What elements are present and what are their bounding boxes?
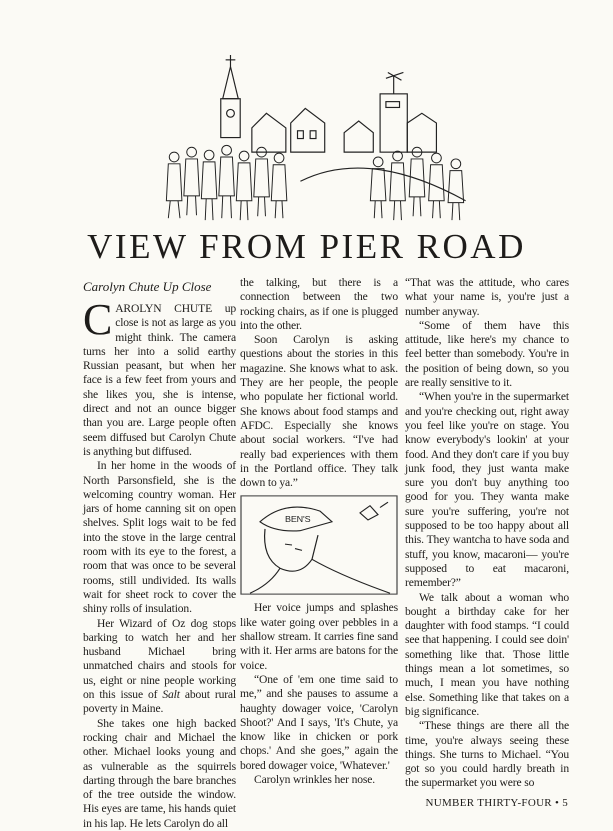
paragraph: “Some of them have this attitude, like here's my chance to feel better than somebody. You're in the position of being down, so you are really sensitive to it. [405,318,569,390]
paragraph: “That was the attitude, who cares what your name is, you're just a number anyway. [405,276,569,318]
paragraph: the talking, but there is a connection between the two rocking chairs, as if one is plugged into the other. [240,276,398,332]
column-2 [240,276,398,787]
paragraph: We talk about a woman who bought a birthday cake for her daughter with food stamps. “I could see that happening. I could see doin' something like that. Those little things mean a lot sometimes, so much, I mean you have nothing else. Something like that takes on a big significance. [405,590,569,718]
cap-text: BEN'S [285,514,311,525]
paragraph: “One of 'em one time said to me,” and she pauses to assume a haughty dowager voice, 'Carolyn Shoot?' And I says, 'It's Chute, ya know like in chicken or pork chops.' And she goes,” again the bored dowager voice, 'Whatever.' [240,672,398,772]
village-crowd-illustration [150,55,480,225]
paragraph: She takes one high backed rocking chair and Michael the other. Michael looks young and as vulnerable as the squirrels darting through the bare branches of the tree outside the window. His eyes are tame, his hands quiet in his lap. He lets Carolyn do all [83,716,236,830]
paragraph: “These things are there all the time, you're always seeing these things. She turns to Michael. “You got so you could hardly breath in the supermarket you were so [405,719,569,790]
article-subtitle: Carolyn Chute Up Close [83,279,212,294]
paragraph: In her home in the woods of North Parsonsfield, she is the welcoming country woman. Her jars of home canning sit on open shelves. Split logs wait to be fed into the stove in the large central room with its eye to the forest, a room that was once to be several rooms, still undivided. Its walls wait for sheet rock to cover the shiny rolls of insulation. [83,459,236,616]
magazine-name: Salt [162,688,180,702]
paragraph [83,617,236,717]
column-1 [83,295,236,831]
paragraph: Her voice jumps and splashes like water going over pebbles in a shallow stream. It carries fine sand with it. Her arms are batons for the voice. [240,601,398,672]
page-footer: NUMBER THIRTY-FOUR • 5 [425,797,568,809]
paragraph: Soon Carolyn is asking questions about the stories in this magazine. She knows what to ask. They are her people, the people who populate her fictional world. She knows about food stamps and AFDC. Especially she knows about social workers. “I've had really bad experiences with them in the Portland office. They talk down to ya.” [240,333,398,490]
page-title: VIEW FROM PIER ROAD [87,227,526,266]
man-in-cap-sketch [240,495,398,595]
drop-cap: C [83,295,113,344]
paragraph: “When you're in the supermarket and you're checking out, right away you feel like you're on stage. You know everybody's lookin' at your food. And they don't care if you buy junk food, they just wanta make sure you don't buy anything too good for you. They wanta make sure you're suffering, you're not supposed to be too happy about all this. They wantcha to have soda and stuff, you know, macaroni— you're supposed to eat macaroni, remember?” [405,390,569,590]
paragraph-text: about rural poverty in Maine. [83,688,236,716]
paragraph-text: Her Wizard of Oz dog stops barking to watch her and her husband Michael bring unmatched chairs and stools for us, eight or nine people working on this issue of [83,616,236,702]
column-3 [405,276,569,791]
paragraph: Carolyn wrinkles her nose. [254,773,376,787]
paragraph: AROLYN CHUTE up close is not as large as you might think. The camera turns her into a solid earthy Russian peasant, but when her face is a few feet from yours and she likes you, she is intense, direct and not an ounce bigger than you are. Large people often seem diffused but Carolyn Chute is anything but diffused. [83,302,236,458]
